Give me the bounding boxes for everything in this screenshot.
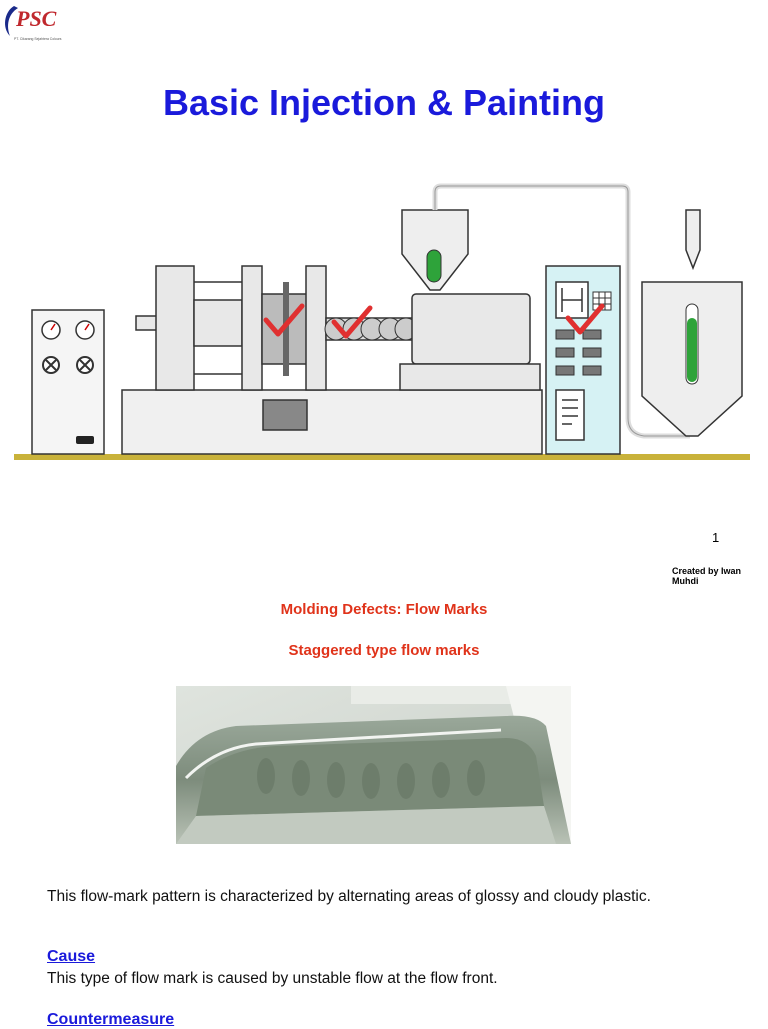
defect-heading: Molding Defects: Flow Marks [280,601,488,618]
injection-machine-illustration [10,178,755,468]
author-credit: Created by Iwan Muhdi [672,566,742,586]
defect-description: This flow-mark pattern is characterized by alternating areas of glossy and cloudy plastic. [47,888,651,905]
countermeasure-link[interactable]: Countermeasure [47,1011,175,1028]
fixed-platen [306,266,326,390]
injection-unit [412,294,530,364]
page-number: 1 [712,530,720,545]
hopper-level-indicator [427,250,441,282]
logo-tagline: PT. Cikarang Sejahtera Colours [14,37,62,41]
dryer-level-indicator [687,318,697,382]
logo-text: PSC [16,6,57,31]
defect-subtype-heading: Staggered type flow marks [288,642,480,659]
cause-text: This type of flow mark is caused by unstable flow at the flow front. [47,970,498,987]
moving-platen [242,266,262,390]
flow-marks-photo [176,686,571,844]
dryer-nozzle [686,210,700,268]
cause-link[interactable]: Cause [47,948,96,965]
company-logo [0,0,80,46]
floor-strip [14,454,750,460]
machine-base [122,390,542,454]
rear-platen [156,266,194,390]
page-title: Basic Injection & Painting [162,82,606,123]
